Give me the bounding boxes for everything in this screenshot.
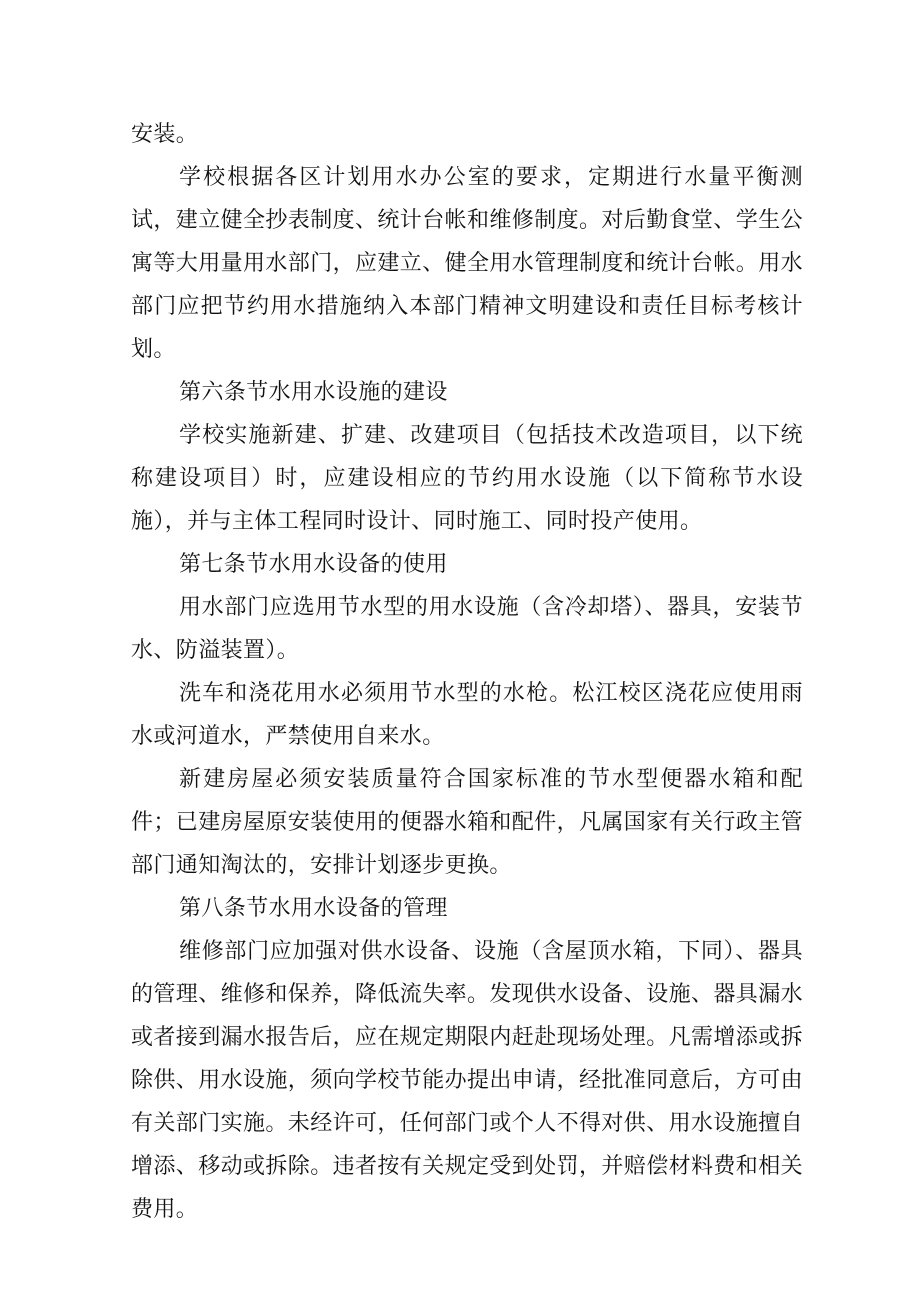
article-7-heading: 第七条节水用水设备的使用 <box>179 552 448 577</box>
paragraph-equipment-selection: 用水部门应选用节水型的用水设施（含冷却塔）、器具，安装节水、防溢装置）。 <box>131 595 803 663</box>
paragraph-continuation: 安装。 <box>131 122 199 147</box>
article-6-heading: 第六条节水用水设施的建设 <box>179 380 448 405</box>
article-8-heading: 第八条节水用水设备的管理 <box>179 896 448 921</box>
paragraph-construction: 学校实施新建、扩建、改建项目（包括技术改造项目，以下统称建设项目）时，应建设相应的节约用水设施（以下简称节水设施），并与主体工程同时设计、同时施工、同时投产使用。 <box>131 423 803 534</box>
paragraph-maintenance: 维修部门应加强对供水设备、设施（含屋顶水箱，下同）、器具的管理、维修和保养，降低流失率。发现供水设备、设施、器具漏水或者接到漏水报告后，应在规定期限内赶赴现场处理。凡需增添或拆除供、用水设施，须向学校节能办提出申请，经批准同意后，方可由有关部门实施。未经许可，任何部门或个人不得对供、用水设施擅自增添、移动或拆除。违者按有关规定受到处罚，并赔偿材料费和相关费用。 <box>131 939 804 1222</box>
paragraph-toilet-tanks: 新建房屋必须安装质量符合国家标准的节水型便器水箱和配件；已建房屋原安装使用的便器水箱和配件，凡属国家有关行政主管部门通知淘汰的，安排计划逐步更换。 <box>131 767 804 878</box>
paragraph-water-balance: 学校根据各区计划用水办公室的要求，定期进行水量平衡测试，建立健全抄表制度、统计台帐和维修制度。对后勤食堂、学生公寓等大用量用水部门，应建立、健全用水管理制度和统计台帐。用水部门应把节约用水措施纳入本部门精神文明建设和责任目标考核计划。 <box>131 165 804 362</box>
paragraph-car-wash: 洗车和浇花用水必须用节水型的水枪。松江校区浇花应使用雨水或河道水，严禁使用自来水。 <box>131 681 803 749</box>
document-body <box>131 113 803 1231</box>
